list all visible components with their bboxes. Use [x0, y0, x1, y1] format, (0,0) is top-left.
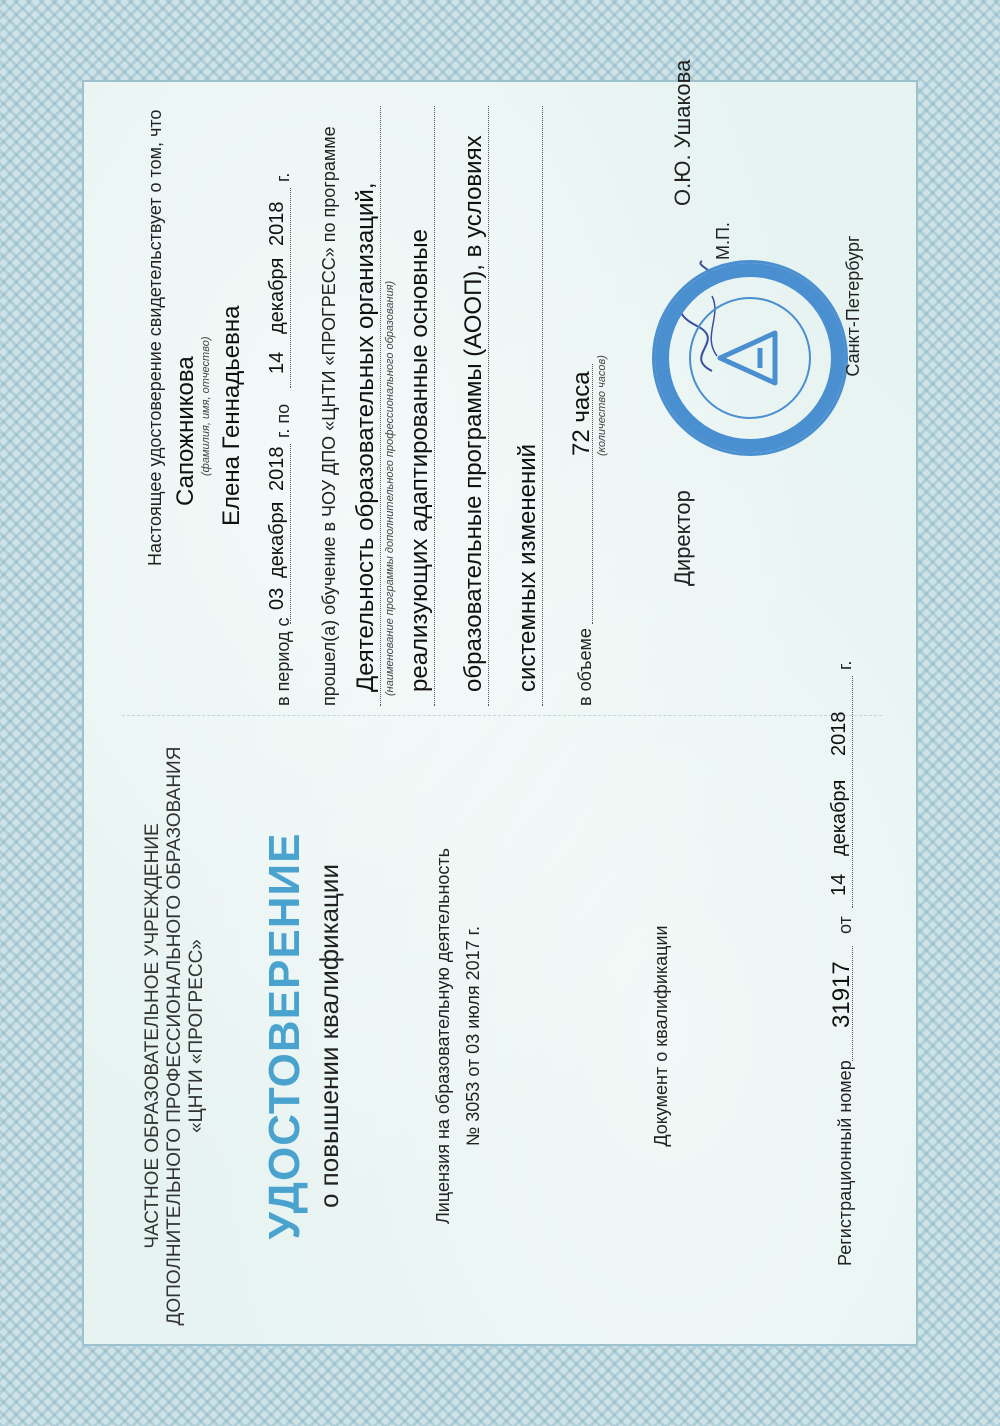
fold-line: [122, 715, 882, 716]
program-line-2: реализующих адаптированные основные: [406, 229, 433, 692]
program-line-3-rule: [488, 106, 489, 706]
end-month: декабря: [266, 257, 288, 334]
registration-date-line: [852, 676, 853, 908]
program-line-2-rule: [434, 106, 435, 706]
given-names: Елена Геннадьевна: [218, 305, 245, 526]
program-line-1-rule: [380, 106, 381, 706]
content-panel: [82, 59, 918, 706]
hours-caption: (количество часов): [596, 355, 608, 456]
period-label: в период с: [273, 617, 293, 706]
certificate-intro: Настоящее удостоверение свидетельствует о том, что: [145, 109, 165, 566]
registration-label: Регистрационный номер: [835, 1060, 855, 1266]
program-caption: (наименование программы дополнительного профессионального образования): [384, 280, 396, 696]
registration-number: 31917: [828, 961, 855, 1028]
program-line-1: Деятельность образовательных организаций,: [352, 182, 379, 692]
org-line-3: «ЦНТИ «ПРОГРЕСС»: [186, 939, 207, 1133]
director-name: О.Ю. Ушакова: [670, 59, 695, 206]
registration-month: декабря: [828, 779, 850, 856]
start-date-line: [290, 444, 291, 624]
volume-label: в объеме: [575, 628, 595, 706]
end-day: 14: [266, 351, 288, 374]
registration-from-label: от: [835, 916, 855, 934]
registration-year: 2018: [828, 711, 850, 756]
registration-day: 14: [828, 873, 850, 896]
program-line-4: системных изменений: [514, 443, 541, 692]
trained-text: прошел(а) обучение в ЧОУ ДПО «ЦНТИ «ПРОГРЕСС» по программе: [319, 126, 339, 706]
official-seal: [652, 260, 848, 456]
end-date-line: [290, 188, 291, 388]
start-year: 2018: [266, 446, 288, 491]
period-suffix: г.: [273, 172, 293, 182]
document-title: УДОСТОВЕРЕНИЕ: [260, 832, 309, 1240]
program-line-3: образовательные программы (АООП), в условиях: [460, 135, 487, 692]
period-to-label: г. по: [273, 403, 293, 438]
qualification-doc-type: Документ о квалификации: [651, 925, 671, 1147]
program-line-4-rule: [542, 106, 543, 706]
start-day: 03: [266, 587, 288, 610]
seal-mark: М.П.: [713, 222, 733, 260]
start-month: декабря: [266, 501, 288, 578]
seal-emblem: [665, 273, 835, 443]
end-year: 2018: [266, 201, 288, 246]
surname: Сапожникова: [172, 356, 199, 506]
registration-year-suffix: г.: [835, 660, 855, 670]
hours: 72 часа: [568, 371, 595, 456]
org-line-2: ДОПОЛНИТЕЛЬНОГО ПРОФЕССИОНАЛЬНОГО ОБРАЗОВАНИЯ: [164, 746, 185, 1326]
org-line-1: ЧАСТНОЕ ОБРАЗОВАТЕЛЬНОЕ УЧРЕЖДЕНИЕ: [142, 823, 163, 1249]
city: Санкт-Петербург: [843, 235, 863, 377]
license-line-1: Лицензия на образовательную деятельность: [433, 847, 453, 1225]
certificate-page: [82, 59, 918, 1346]
document-subtitle: о повышении квалификации: [314, 864, 344, 1208]
name-caption: (фамилия, имя, отчество): [200, 336, 212, 476]
license-line-2: № 3053 от 03 июля 2017 г.: [463, 925, 483, 1147]
director-label: Директор: [670, 490, 695, 586]
